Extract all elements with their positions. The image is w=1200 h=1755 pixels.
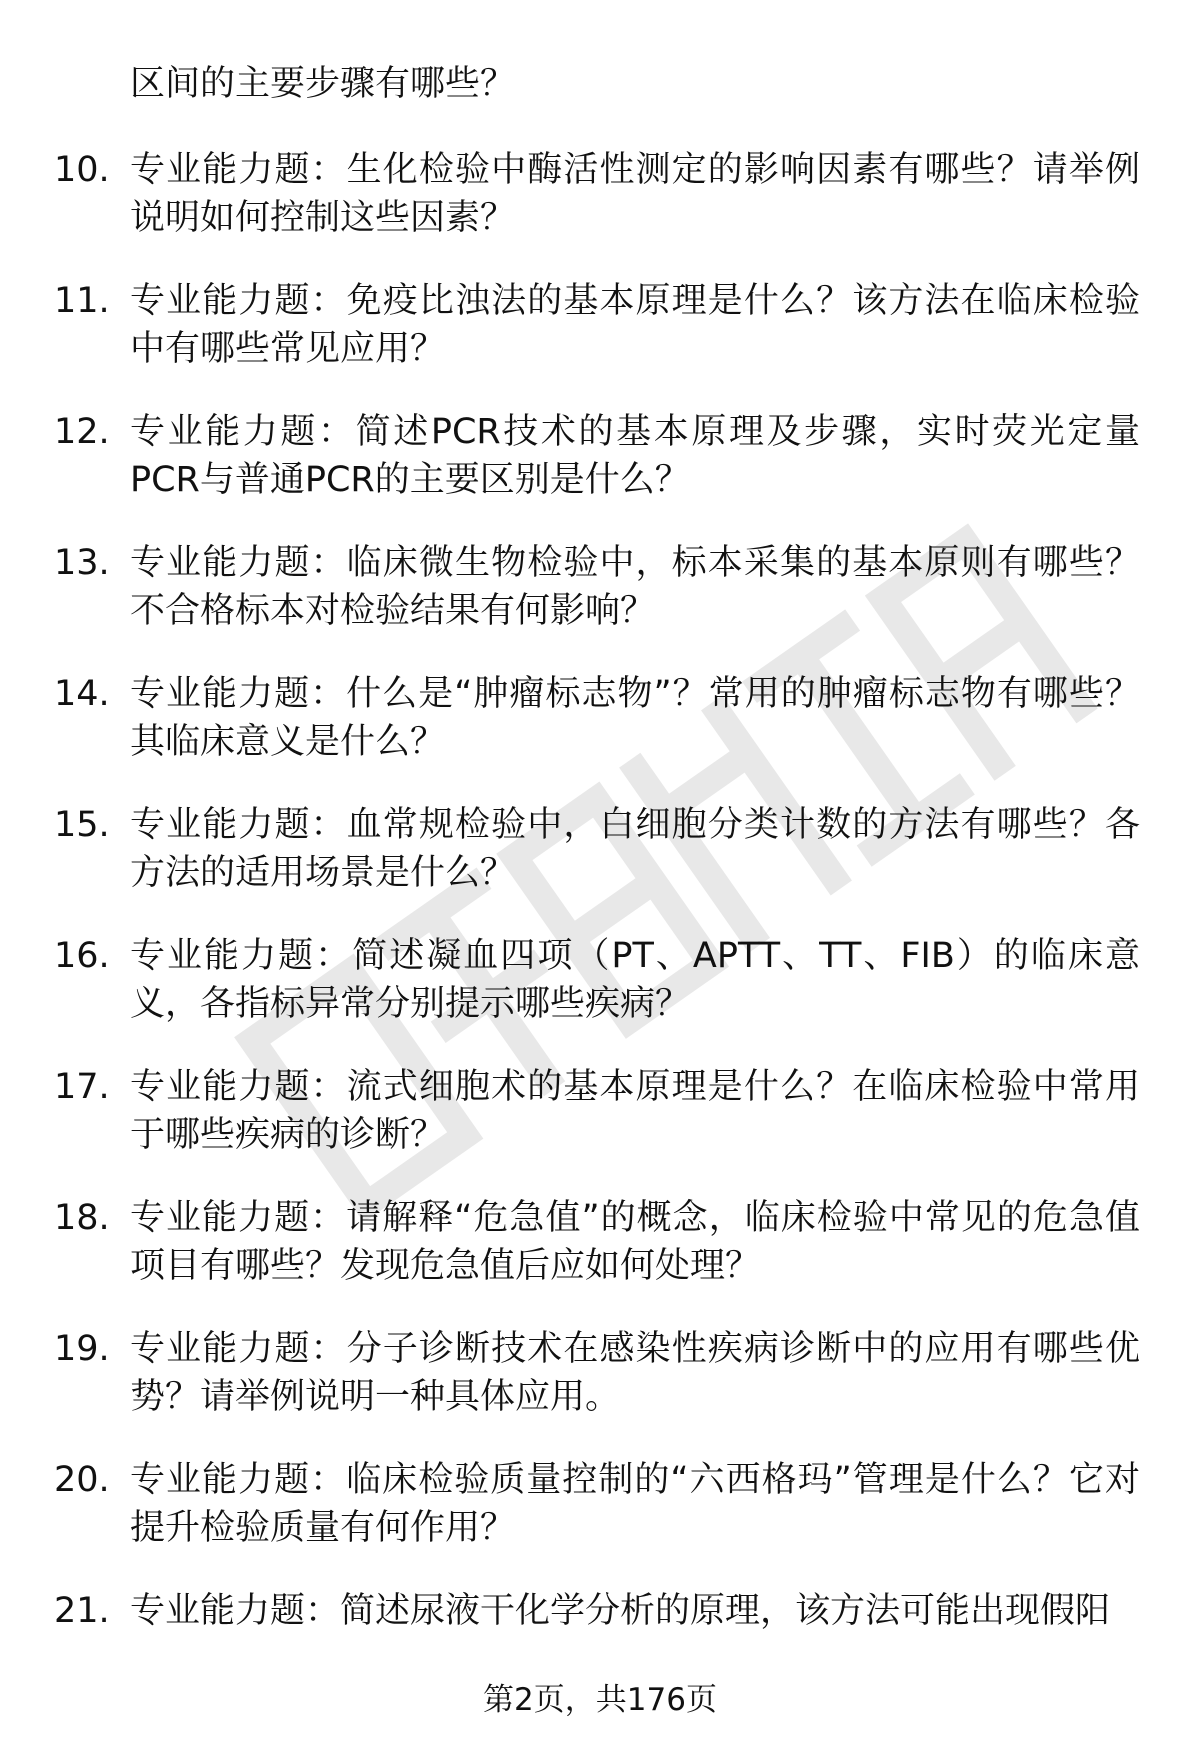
continuation-text: 区间的主要步骤有哪些？ [130, 64, 516, 104]
question-number: 12. [54, 412, 110, 452]
question-item [0, 408, 1200, 539]
question-number: 14. [54, 674, 110, 714]
question-item [0, 1456, 1200, 1587]
question-number: 21. [54, 1591, 110, 1631]
question-item [0, 539, 1200, 670]
question-text: 专业能力题：简述尿液干化学分析的原理，该方法可能出现假阳 [130, 1591, 1111, 1631]
page-footer: 第2页，共176页 [483, 1682, 717, 1718]
question-number: 18. [54, 1198, 110, 1238]
question-item [0, 1194, 1200, 1325]
question-item [0, 801, 1200, 932]
question-item [0, 670, 1200, 801]
question-number: 16. [54, 936, 110, 976]
question-text: 专业能力题：流式细胞术的基本原理是什么？在临床检验中常用于哪些疾病的诊断？ [130, 1067, 1140, 1155]
question-text: 专业能力题：免疫比浊法的基本原理是什么？该方法在临床检验中有哪些常见应用？ [130, 281, 1140, 369]
question-number: 13. [54, 543, 110, 583]
question-text: 专业能力题：血常规检验中，白细胞分类计数的方法有哪些？各方法的适用场景是什么？ [130, 805, 1140, 893]
question-text: 专业能力题：临床检验质量控制的“六西格玛”管理是什么？它对提升检验质量有何作用？ [130, 1460, 1140, 1548]
question-text: 专业能力题：什么是“肿瘤标志物”？常用的肿瘤标志物有哪些？其临床意义是什么？ [130, 674, 1140, 762]
question-number: 20. [54, 1460, 110, 1500]
question-list [0, 146, 1200, 1718]
question-item [0, 277, 1200, 408]
question-text: 专业能力题：临床微生物检验中，标本采集的基本原则有哪些？不合格标本对检验结果有何影响？ [130, 543, 1140, 631]
question-item [0, 1325, 1200, 1456]
question-number: 11. [54, 281, 110, 321]
question-text: 专业能力题：分子诊断技术在感染性疾病诊断中的应用有哪些优势？请举例说明一种具体应用。 [130, 1329, 1140, 1417]
question-text: 专业能力题：请解释“危急值”的概念，临床检验中常见的危急值项目有哪些？发现危急值后应如何处理？ [130, 1198, 1140, 1286]
question-number: 15. [54, 805, 110, 845]
question-text: 专业能力题：生化检验中酶活性测定的影响因素有哪些？请举例说明如何控制这些因素？ [130, 150, 1140, 238]
question-number: 10. [54, 150, 110, 190]
question-text: 专业能力题：简述PCR技术的基本原理及步骤，实时荧光定量PCR与普通PCR的主要区别是什么？ [130, 412, 1140, 500]
question-item [0, 932, 1200, 1063]
question-number: 17. [54, 1067, 110, 1107]
question-number: 19. [54, 1329, 110, 1369]
question-text: 专业能力题：简述凝血四项（PT、APTT、TT、FIB）的临床意义，各指标异常分别提示哪些疾病？ [130, 936, 1140, 1024]
question-item [0, 146, 1200, 277]
question-item [0, 1063, 1200, 1194]
